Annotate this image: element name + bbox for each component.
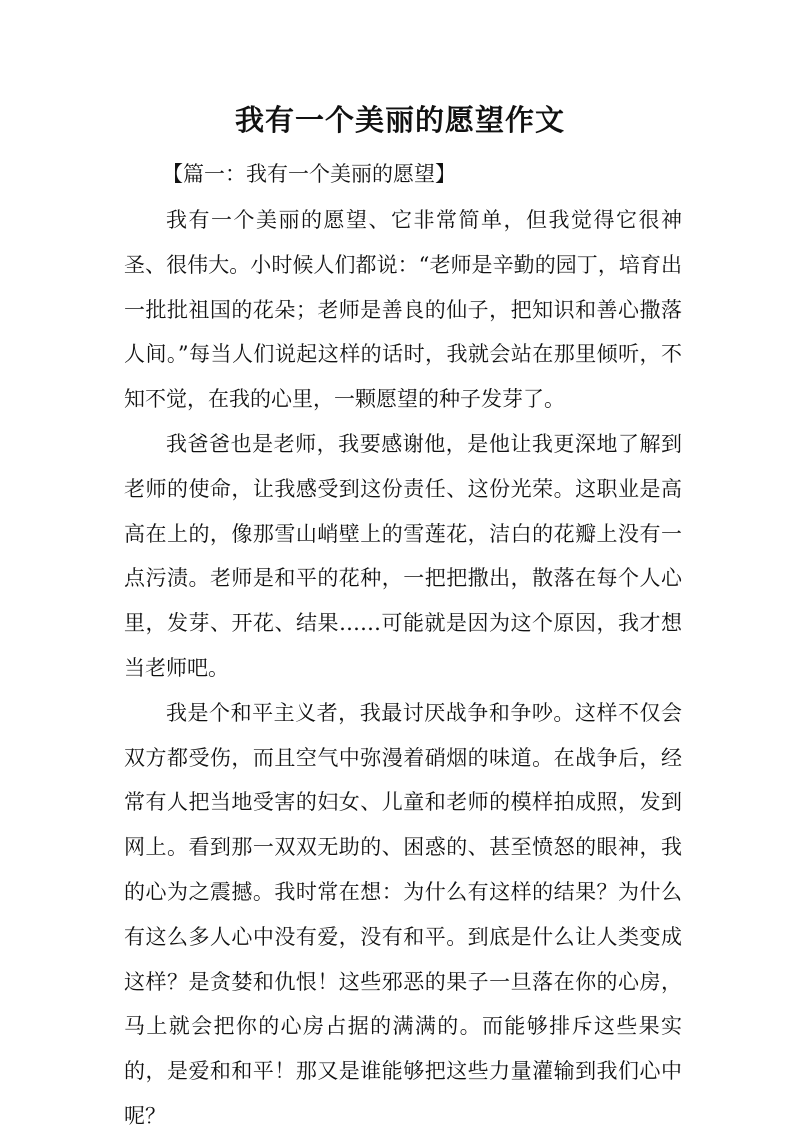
paragraph-1: 我有一个美丽的愿望、它非常简单，但我觉得它很神圣、很伟大。小时候人们都说：“老师是辛勤的园丁，培育出一批批祖国的花朵；老师是善良的仙子，把知识和善心撒落人间。”每当人们说起这样的话时，我就会站在那里倾听，不知不觉，在我的心里，一颗愿望的种子发芽了。	[124, 208, 682, 412]
document-body	[124, 198, 682, 1139]
paragraph-3: 我是个和平主义者，我最讨厌战争和争吵。这样不仅会双方都受伤，而且空气中弥漫着硝烟的味道。在战争后，经常有人把当地受害的妇女、儿童和老师的模样拍成照，发到网上。看到那一双双无助的、困惑的、甚至愤怒的眼神，我的心为之震撼。我时常在想：为什么有这样的结果？为什么有这么多人心中没有爱，没有和平。到底是什么让人类变成这样？是贪婪和仇恨！这些邪恶的果子一旦落在你的心房，马上就会把你的心房占据的满满的。而能够排斥这些果实的，是爱和和平！那又是谁能够把这些力量灌输到我们心中呢？	[124, 700, 682, 1128]
section-heading: 【篇一：我有一个美丽的愿望】	[162, 162, 456, 186]
document-title: 我有一个美丽的愿望作文	[234, 103, 565, 137]
paragraph-2: 我爸爸也是老师，我要感谢他，是他让我更深地了解到老师的使命，让我感受到这份责任、这份光荣。这职业是高高在上的，像那雪山峭壁上的雪莲花，洁白的花瓣上没有一点污渍。老师是和平的花种，一把把撒出，散落在每个人心里，发芽、开花、结果……可能就是因为这个原因，我才想当老师吧。	[124, 431, 682, 680]
